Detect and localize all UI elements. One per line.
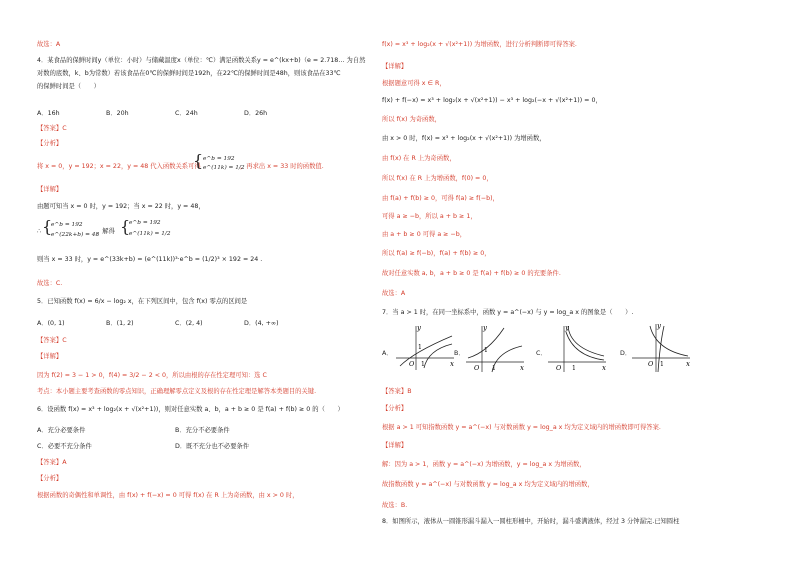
q4-analysis-text: 将 x = 0，y = 192；x = 22，y = 48 代入函数关系可得 (37, 163, 201, 170)
q4-analysis-heading: 【分析】 (37, 140, 63, 147)
q7-option-c: C． (536, 350, 547, 357)
svg-text:y: y (417, 324, 421, 332)
q7-detail-heading: 【详解】 (382, 442, 408, 449)
q4-detail-heading: 【详解】 (37, 186, 63, 193)
q4-sys1-brace: { (193, 151, 204, 170)
q4-sys2-line1: e^b = 192 (51, 222, 83, 228)
q6-stem: 6．设函数 f(x) = x³ + log₂(x + √(x²+1))，则对任意实数 a、b，a + b ≥ 0 是 f(a) + f(b) ≥ 0 的（ ） (37, 406, 344, 413)
q6-analysis-text: 根据函数的奇偶性和单调性，由 f(x) + f(−x) = 0 可得 f(x) 在 R 上为奇函数，由 x > 0 时， (37, 492, 299, 499)
q4-sys1-line1: e^b = 192 (203, 156, 235, 162)
q5-detail-line2: 考点：本小题主要考查函数的零点知识，正确理解零点定义及根的存在性定理是解答本类题目的关键. (37, 388, 317, 395)
svg-text:x: x (602, 364, 606, 372)
q7-final-answer: 故选：B. (382, 502, 408, 509)
q4-sys3-line1: e^b = 192 (129, 220, 161, 226)
q6-detail-line1: 根据题意可得 x ∈ R， (382, 80, 446, 87)
right-column (380, 0, 750, 562)
svg-text:1: 1 (484, 347, 488, 354)
q7-analysis-heading: 【分析】 (382, 405, 408, 412)
q6-final-answer: 故选：A (382, 290, 406, 297)
q7-stem: 7．当 a > 1 时，在同一坐标系中，函数 y = a^(−x) 与 y = log_a x 的图象是（ ）. (382, 309, 634, 316)
q6-detail-line2: f(x) + f(−x) = x³ + log₂(x + √(x²+1)) − x³ + log₂(−x + √(x²+1)) = 0， (382, 97, 602, 104)
q6-option-d: D．既不充分也不必要条件 (175, 443, 250, 450)
q6-detail-line4: 由 x > 0 时，f(x) = x³ + log₂(x + √(x²+1)) 为增函数， (382, 135, 546, 142)
q6-option-a: A．充分必要条件 (37, 427, 86, 434)
q4-detail-line1: 由题可知当 x = 0 时，y = 192；当 x = 22 时，y = 48， (37, 203, 205, 210)
svg-text:x: x (450, 360, 454, 368)
q5-detail-heading: 【详解】 (37, 353, 63, 360)
svg-text:O: O (474, 364, 480, 372)
q4-detail-line3: 则当 x = 33 时，y = e^(33k+b) = (e^(11k))³·e^b = (1/2)³ × 192 = 24 . (37, 256, 263, 263)
svg-text:O: O (409, 360, 415, 368)
q5-stem: 5．已知函数 f(x) = 6/x − log₂ x，在下列区间中，包含 f(x) 零点的区间是 (37, 298, 248, 305)
q4-final-answer: 故选：C. (37, 280, 63, 287)
q6-detail-heading: 【详解】 (382, 63, 408, 70)
q7-option-d: D． (620, 350, 632, 357)
q6-detail-line7: 由 f(a) + f(b) ≥ 0，可得 f(a) ≥ f(−b)， (382, 195, 499, 202)
svg-text:x: x (686, 360, 690, 368)
svg-text:1: 1 (660, 361, 664, 368)
q4-option-a: A．16h (37, 110, 60, 117)
q4-stem-line2: 对数的底数，k、b为常数）若该食品在0℃的保鲜时间是192h，在22℃的保鲜时间是48h，则该食品在33℃ (37, 70, 341, 77)
q8-stem: 8．如图所示，液体从一圆锥形漏斗漏入一圆柱形桶中，开始时，漏斗盛满液体，经过 3 分钟漏完.已知圆柱 (382, 518, 680, 525)
q4-option-c: C．24h (175, 110, 198, 117)
svg-text:O: O (648, 360, 654, 368)
svg-text:y: y (657, 322, 661, 330)
q5-answer: 【答案】C (37, 337, 67, 344)
svg-text:y: y (483, 324, 487, 332)
q6-detail-line11: 故对任意实数 a, b，a + b ≥ 0 是 f(a) + f(b) ≥ 0 的充要条件. (382, 270, 561, 277)
q7-option-b: B． (454, 350, 465, 357)
q5-detail-line1: 因为 f(2) = 3 − 1 > 0，f(4) = 3/2 − 2 < 0，所以由根的存在性定理可知：选 C (37, 372, 267, 379)
q4-sys3-line2: e^(11k) = 1/2 (129, 231, 171, 237)
svg-text:y: y (565, 324, 569, 332)
q6-detail-line10: 所以 f(a) ≥ f(−b)，f(a) + f(b) ≥ 0， (382, 250, 491, 257)
q7-analysis-text: 根据 a > 1 可知指数函数 y = a^(−x) 与对数函数 y = log_a x 均为定义域内的增函数即可得答案. (382, 424, 661, 431)
q6-detail-line5: 由 f(x) 在 R 上为奇函数， (382, 155, 456, 162)
q3-answer: 故选：A (37, 41, 61, 48)
q5-option-c: C．(2, 4) (175, 320, 203, 327)
svg-text:x: x (520, 364, 524, 372)
q4-sys1-line2: e^(11k) = 1/2 (203, 165, 245, 171)
q4-stem-line1: 4．某食品的保鲜时间y（单位：小时）与储藏温度x（单位：℃）满足函数关系y = e^(kx+b)（e = 2.718… 为自然 (37, 57, 366, 64)
q7-answer: 【答案】B (382, 388, 412, 395)
q6-analysis-cont: f(x) = x³ + log₂(x + √(x²+1)) 为增函数，进行分析判断即可得答案. (382, 41, 577, 48)
q5-option-b: B．(1, 2) (106, 320, 134, 327)
q4-sys2-line2: e^(22k+b) = 48 (51, 232, 100, 238)
q7-detail-line2: 故指数函数 y = a^(−x) 与对数函数 y = log_a x 均为定义域内的增函数， (382, 481, 594, 488)
svg-text:O: O (556, 364, 562, 372)
q6-answer: 【答案】A (37, 459, 67, 466)
svg-text:1: 1 (418, 344, 422, 351)
q4-option-d: D．26h (244, 110, 268, 117)
q4-sys3-brace: { (120, 217, 131, 236)
q6-detail-line9: 由 a + b ≥ 0 可得 a ≥ −b， (382, 231, 467, 238)
svg-text:1: 1 (421, 361, 425, 368)
q4-detail-solve: ，解得 (96, 228, 115, 235)
q7-graph-c (546, 322, 608, 374)
svg-text:1: 1 (492, 365, 496, 372)
q6-detail-line3: 所以 f(x) 为奇函数， (382, 116, 441, 123)
q4-stem-line3: 的保鲜时间是（ ） (37, 83, 100, 90)
q4-answer: 【答案】C (37, 125, 67, 132)
left-column (0, 0, 370, 562)
q6-detail-line6: 所以 f(x) 在 R 上为增函数，f(0) = 0， (382, 175, 493, 182)
q4-sys2-brace: { (42, 217, 53, 236)
q5-option-d: D．(4, +∞) (244, 320, 279, 327)
q5-option-a: A．(0, 1) (37, 320, 65, 327)
q7-graph-b (464, 322, 526, 374)
q4-option-b: B．20h (106, 110, 129, 117)
q4-detail-therefore: ∴ (37, 228, 42, 235)
q7-graph-d (630, 320, 692, 374)
q6-option-b: B．充分不必要条件 (175, 427, 230, 434)
q7-graph-a (394, 322, 456, 372)
q7-option-a: A． (382, 350, 393, 357)
q6-option-c: C．必要不充分条件 (37, 443, 92, 450)
q6-analysis-heading: 【分析】 (37, 475, 63, 482)
q4-analysis-text-tail: ，再求出 x = 33 时的函数值. (240, 163, 324, 170)
q7-detail-line1: 解：因为 a > 1，函数 y = a^(−x) 为增函数，y = log_a x 为增函数， (382, 461, 586, 468)
svg-text:1: 1 (572, 365, 576, 372)
q6-detail-line8: 可得 a ≥ −b，所以 a + b ≥ 1， (382, 213, 477, 220)
